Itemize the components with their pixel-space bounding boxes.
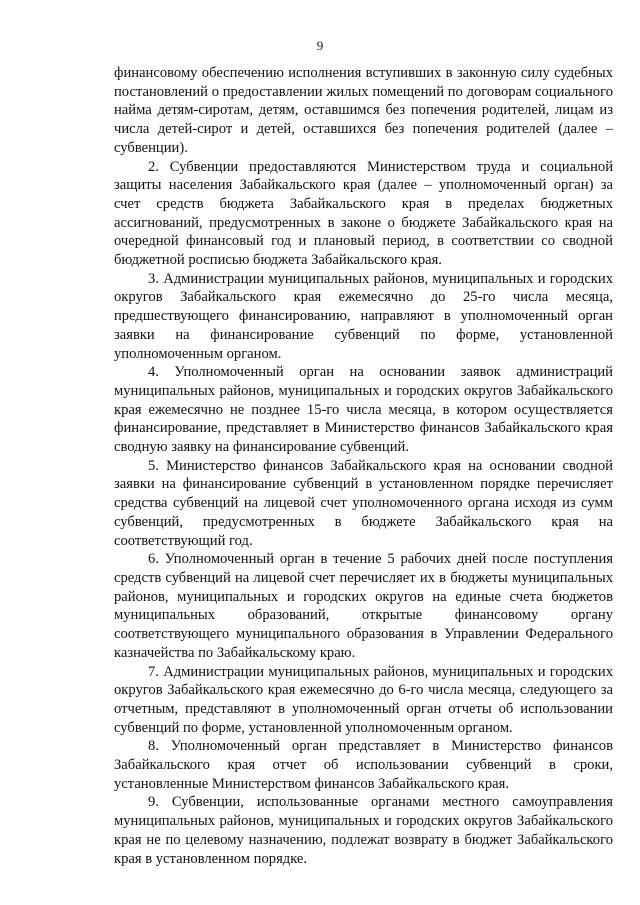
paragraph-item-2: 2. Субвенции предоставляются Министерством труда и социальной защиты населения Забайкальского края (далее – уполномоченный орган) за счет средств бюджета Забайкальского края в пределах бюджетных ассигнований, предусмотренных в законе о бюджете Забайкальского края на очередной финансовый год и плановый период, в соответствии со сводной бюджетной росписью бюджета Забайкальского края. (114, 158, 613, 269)
paragraph-item-9: 9. Субвенции, использованные органами местного самоуправления муниципальных районов, муниципальных и городских округов Забайкальского края не по целевому назначению, подлежат возврату в бюджет Забайкальского края в установленном порядке. (114, 794, 613, 867)
paragraph-continuation: финансовому обеспечению исполнения вступивших в законную силу судебных постановлений о предоставлении жилых помещений по договорам социального найма детям-сиротам, детям, оставшимся без попечения родителей, лицам из числа детей-сирот и детей, оставшихся без попечения родителей (далее – субвенции). (114, 65, 613, 156)
paragraph-item-3: 3. Администрации муниципальных районов, муниципальных и городских округов Забайкальского края ежемесячно до 25-го числа месяца, предшествующего финансированию, направляют в уполномоченный орган заявки на финансирование субвенций по форме, установленной уполномоченным органом. (114, 270, 613, 362)
paragraph-item-8: 8. Уполномоченный орган представляет в Министерство финансов Забайкальского края отчет об использовании субвенций в сроки, установленные Министерством финансов Забайкальского края. (114, 738, 613, 792)
paragraph-item-7: 7. Администрации муниципальных районов, муниципальных и городских округов Забайкальского края ежемесячно до 6-го числа месяца, следующего за отчетным, представляют в уполномоченный орган отчеты об использовании субвенций по форме, установленной уполномоченным органом. (114, 663, 613, 736)
paragraph-item-4: 4. Уполномоченный орган на основании заявок администраций муниципальных районов, муниципальных и городских округов Забайкальского края ежемесячно не позднее 15-го числа месяца, в котором осуществляется финансирование, представляет в Министерство финансов Забайкальского края сводную заявку на финансирование субвенций. (114, 364, 613, 456)
paragraph-item-5: 5. Министерство финансов Забайкальского края на основании сводной заявки на финансирование субвенций в установленном порядке перечисляет средства субвенций на лицевой счет уполномоченного органа исходя из сумм субвенций, предусмотренных в бюджете Забайкальского края на соответствующий год. (114, 457, 613, 549)
paragraph-item-6: 6. Уполномоченный орган в течение 5 рабочих дней после поступления средств субвенций на лицевой счет перечисляет их в бюджеты муниципальных районов, муниципальных и городских округов на единые счета бюджетов муниципальных образований, открытые финансовому органу соответствующего муниципального образования в Управлении Федерального казначейства по Забайкальскому краю. (114, 551, 613, 661)
document-body (114, 64, 613, 868)
page-number: 9 (316, 38, 324, 53)
